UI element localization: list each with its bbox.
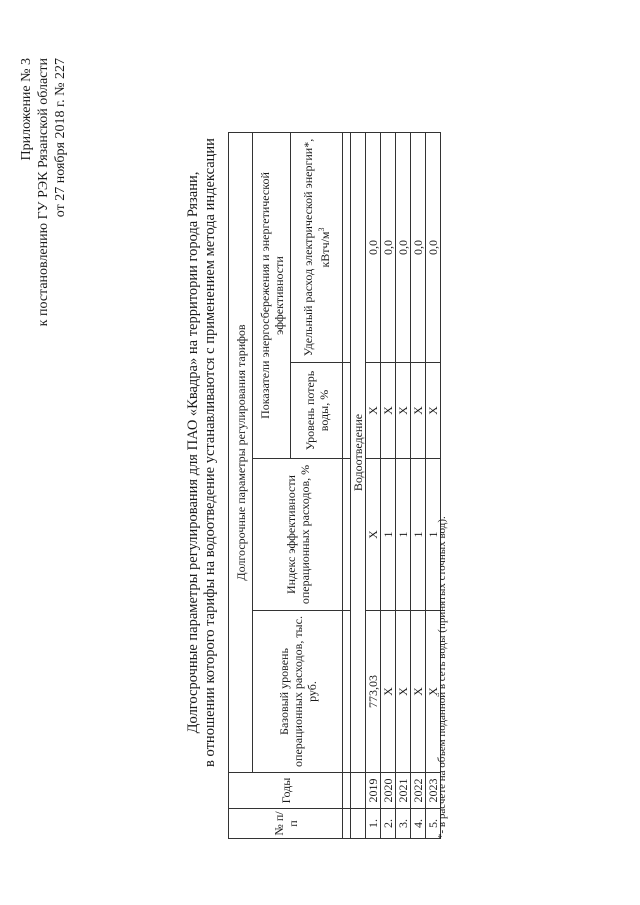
row-base: Х [411,611,426,773]
header-water-loss: Уровень потерь воды, % [291,363,343,459]
header-efficiency-index: Индекс эффективности операционных расходов, % [253,459,343,611]
row-num: 5. [426,809,441,839]
row-base: Х [426,611,441,773]
table-row [411,133,426,839]
header-group: Долгосрочные параметры регулирования тарифов [229,133,253,773]
table-row [396,133,411,839]
header-energy-use [291,133,343,363]
row-year: 2020 [381,773,396,809]
row-energy: 0,0 [366,133,381,363]
row-loss: Х [396,363,411,459]
row-base: Х [381,611,396,773]
row-index: Х [366,459,381,611]
row-index: 1 [381,459,396,611]
appendix-header [18,58,69,326]
row-loss: Х [366,363,381,459]
parameters-table [228,132,441,839]
row-num: 2. [381,809,396,839]
row-base: 773,03 [366,611,381,773]
table-row [366,133,381,839]
row-num: 3. [396,809,411,839]
row-energy: 0,0 [411,133,426,363]
row-index: 1 [396,459,411,611]
header-years: Годы [229,773,343,809]
row-num: 4. [411,809,426,839]
header-energy-use-text: Удельный расход электрической энергии*, кВтч/м [301,138,332,357]
header-num: № п/п [229,809,343,839]
document-title [185,0,219,905]
row-index: 1 [411,459,426,611]
row-energy: 0,0 [426,133,441,363]
table-row [381,133,396,839]
section-label: Водоотведение [351,133,366,773]
row-base: Х [396,611,411,773]
header-energy-use-sup: 3 [317,227,326,232]
row-loss: Х [426,363,441,459]
appendix-number: Приложение № 3 [19,58,34,161]
row-index: 1 [426,459,441,611]
row-loss: Х [381,363,396,459]
row-year: 2022 [411,773,426,809]
title-line-2: в отношении которого тарифы на водоотведение устанавливаются с применением метода индексации [202,138,218,767]
row-energy: 0,0 [381,133,396,363]
header-base-level: Базовый уровень операционных расходов, тыс. руб. [253,611,343,773]
row-energy: 0,0 [396,133,411,363]
appendix-decree: к постановлению ГУ РЭК Рязанской области [36,58,51,327]
row-year: 2021 [396,773,411,809]
row-loss: Х [411,363,426,459]
row-year: 2023 [426,773,441,809]
header-energy-group: Показатели энергосбережения и энергетической эффективности [253,133,291,459]
row-num: 1. [366,809,381,839]
appendix-date: от 27 ноября 2018 г. № 227 [53,58,68,218]
footnote: *- в расчете на объем поданной в сеть воды (принятых сточных вод). [436,516,448,839]
row-year: 2019 [366,773,381,809]
title-line-1: Долгосрочные параметры регулирования для ПАО «Квадра» на территории города Рязани, [185,171,201,734]
